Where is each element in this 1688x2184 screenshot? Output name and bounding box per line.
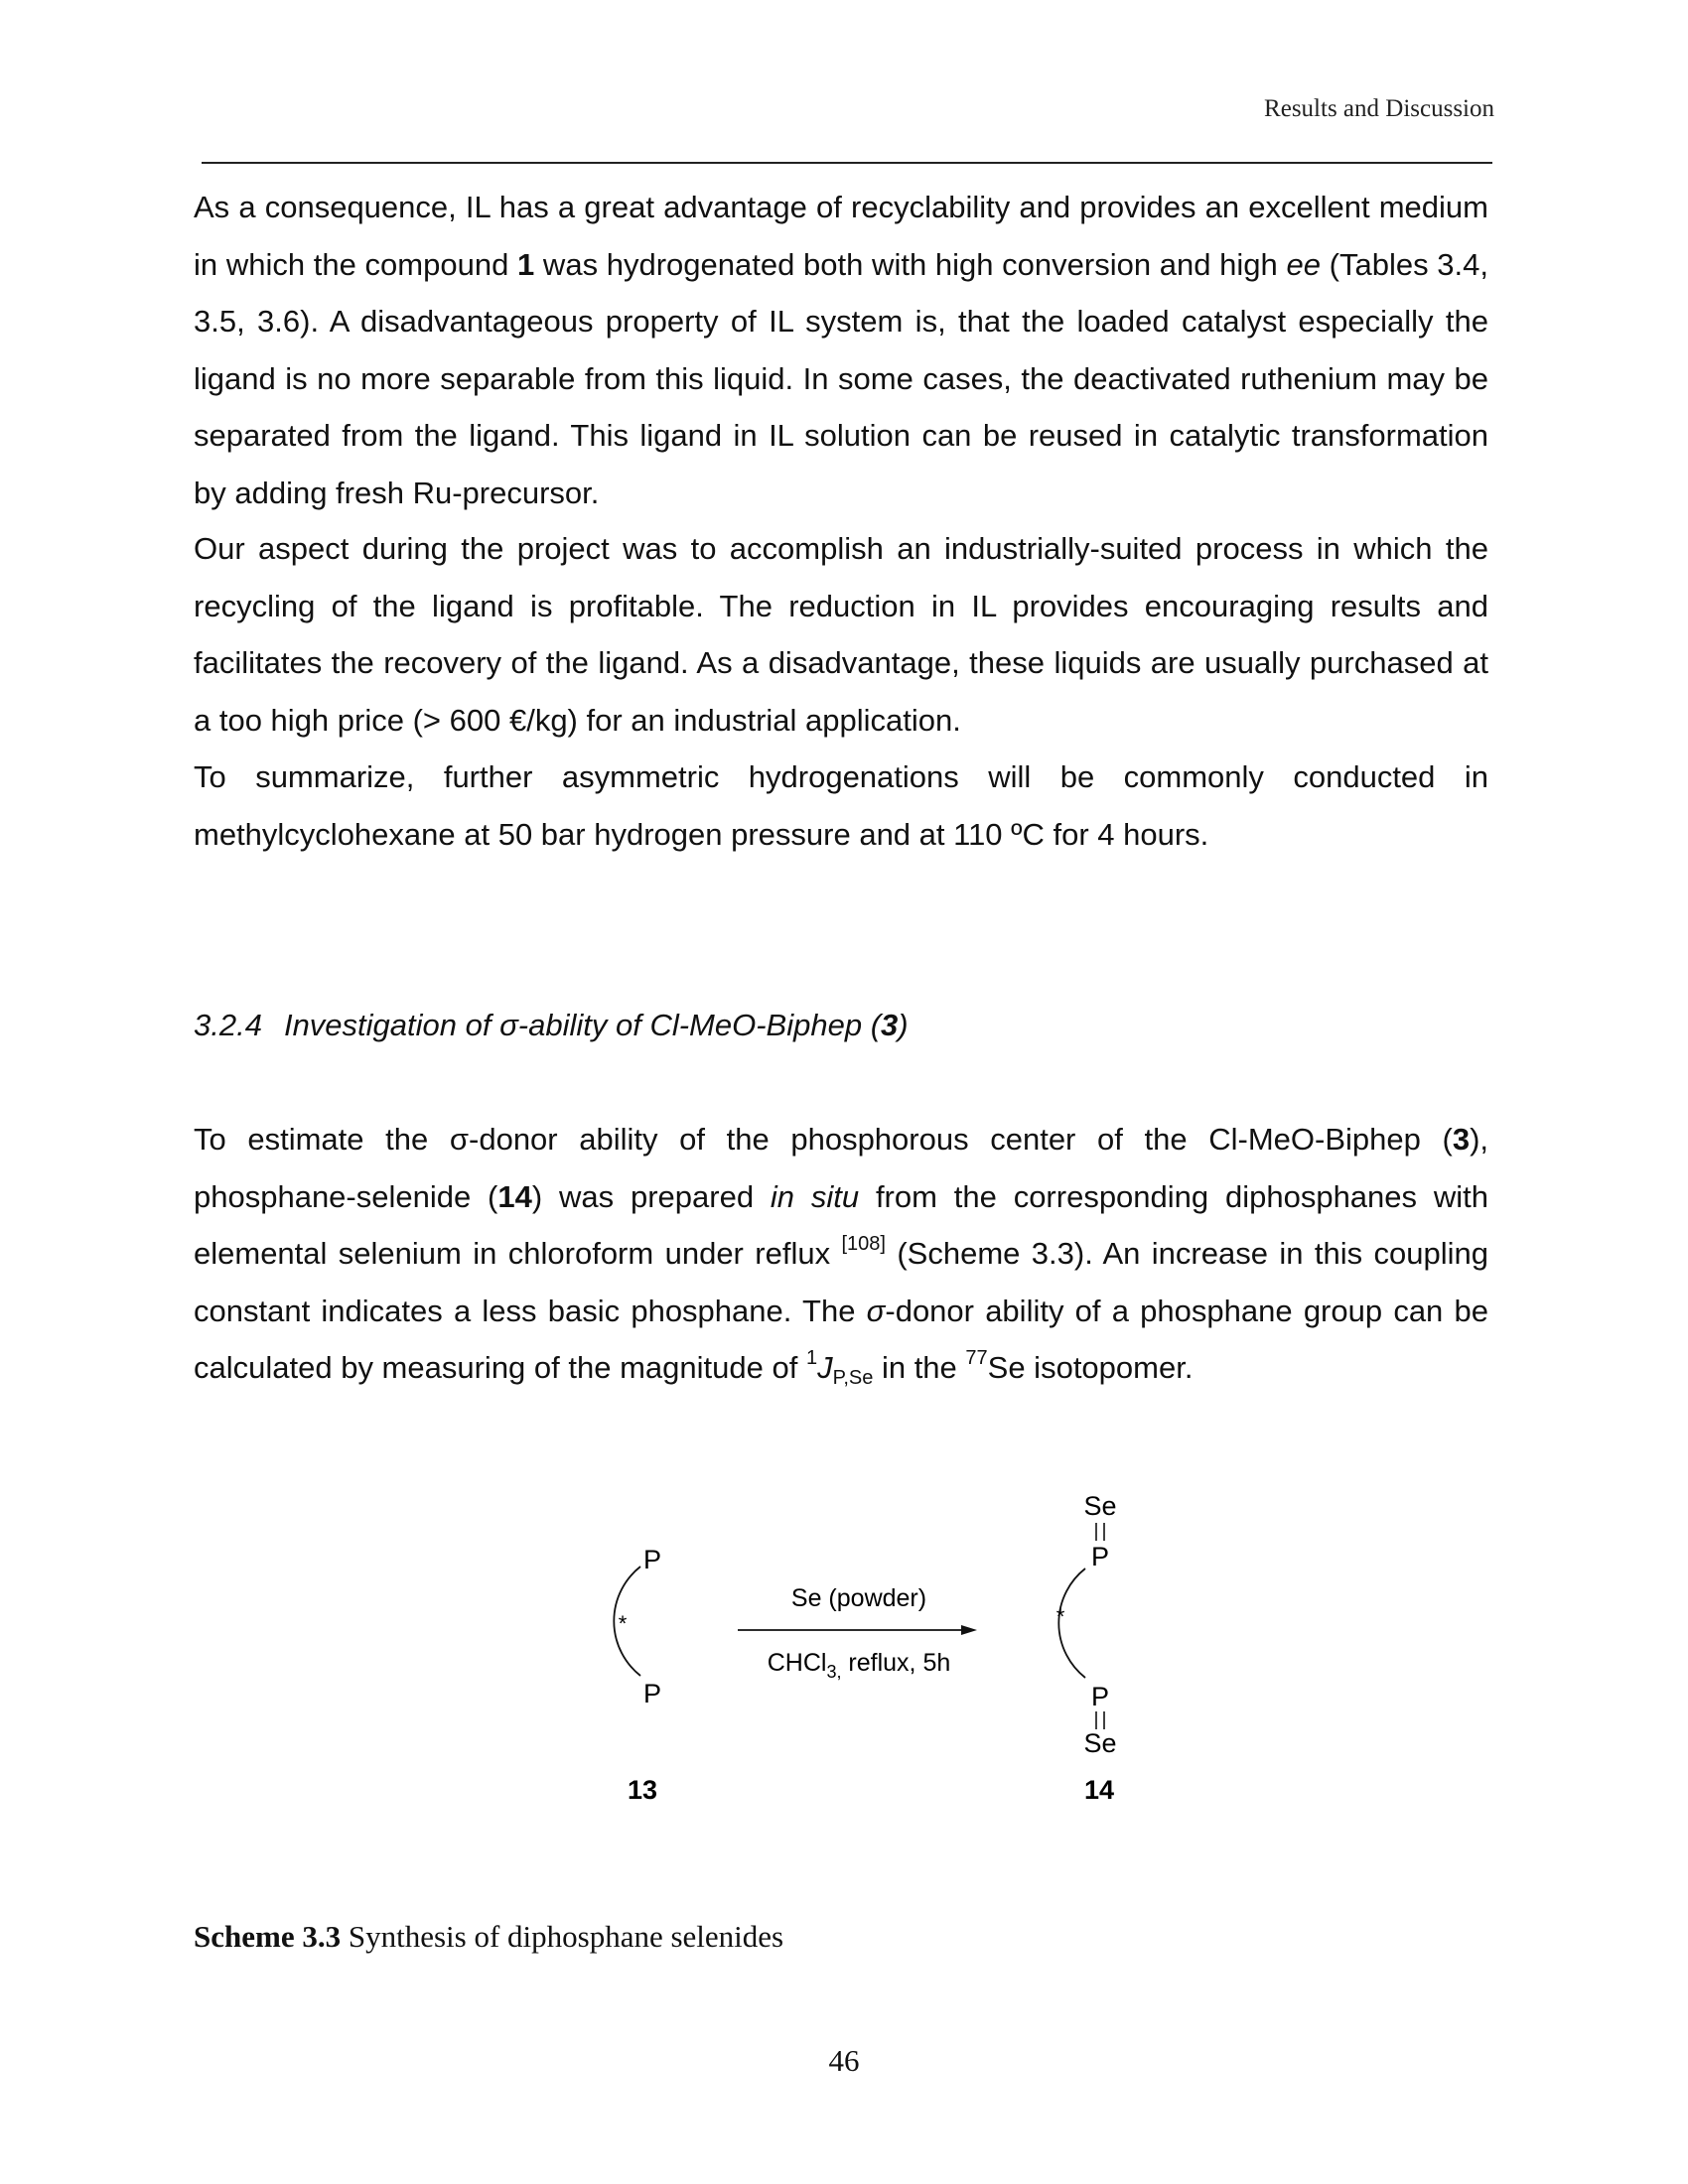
reactant-atom-top: P [642, 1545, 662, 1574]
section-heading: 3.2.4 Investigation of σ-ability of Cl-MeO-Biphep (3) [194, 1008, 909, 1042]
condition-solvent: CHCl$_{3,}$ reflux, 5h [767, 1649, 951, 1682]
paragraph-4: To estimate the σ-donor ability of the phosphorous center of the Cl-MeO-Biphep (3), phosphane-selenide (14) was prepared in situ from the corresponding diphosphanes with elemental selenium in chloroform under reflux [108] (Scheme 3.3). An increase in this coupling constant indicates a less basic phosphane. The σ-donor ability of a phosphane group can be calculated by measuring of the magnitude of $^1J_{P,Se}$ in the $^{77}$Se isotopomer. [194, 1122, 1488, 1389]
running-header: Results and Discussion [1264, 95, 1494, 122]
product-stereo-mark: * [1055, 1604, 1065, 1629]
header-rule [202, 162, 1492, 164]
product-se-top: Se [1083, 1491, 1117, 1521]
compound-14-label: 14 [1083, 1775, 1115, 1805]
paragraph-1: As a consequence, IL has a great advantage of recyclability and provides an excellent medium in which the compound 1 was hydrogenated both with high conversion and high ee (Tables 3.4, 3.5, 3.6). A disadvantageous property of IL system is, that the loaded catalyst especially the ligand is no more separable from this liquid. In some cases, the deactivated ruthenium may be separated from the ligand. This ligand in IL solution can be reused in catalytic transformation by adding fresh Ru-precursor. [194, 190, 1488, 510]
citation: [108] [841, 1233, 886, 1255]
reaction-arrow-head [961, 1625, 977, 1635]
compound-13-label: 13 [627, 1775, 658, 1805]
reactant-stereo-mark: * [618, 1611, 628, 1636]
reactant-atom-bottom: P [642, 1679, 662, 1708]
condition-reagent: Se (powder) [790, 1584, 927, 1612]
page-number: 46 [828, 2043, 860, 2078]
paragraph-2: Our aspect during the project was to accomplish an industrially-suited process in which the recycling of the ligand is profitable. The reduction in IL provides encouraging results and facilitates the recovery of the ligand. As a disadvantage, these liquids are usually purchased at a too high price (> 600 €/kg) for an industrial application. [194, 531, 1488, 738]
scheme-drawing [556, 1479, 1172, 1817]
reaction-scheme [556, 1479, 1172, 1817]
caption-text: Synthesis of diphosphane selenides [341, 1919, 784, 1954]
caption-label: Scheme 3.3 [194, 1919, 342, 1954]
product-se-bottom: Se [1083, 1728, 1117, 1758]
product-atom-bottom: P [1090, 1682, 1110, 1711]
scheme-caption [194, 1919, 783, 1955]
paragraph-3: To summarize, further asymmetric hydrogenations will be commonly conducted in methylcyclohexane at 50 bar hydrogen pressure and at 110 ºC for 4 hours. [194, 759, 1488, 852]
product-atom-top: P [1090, 1542, 1110, 1571]
section-number: 3.2.4 [194, 1008, 262, 1042]
